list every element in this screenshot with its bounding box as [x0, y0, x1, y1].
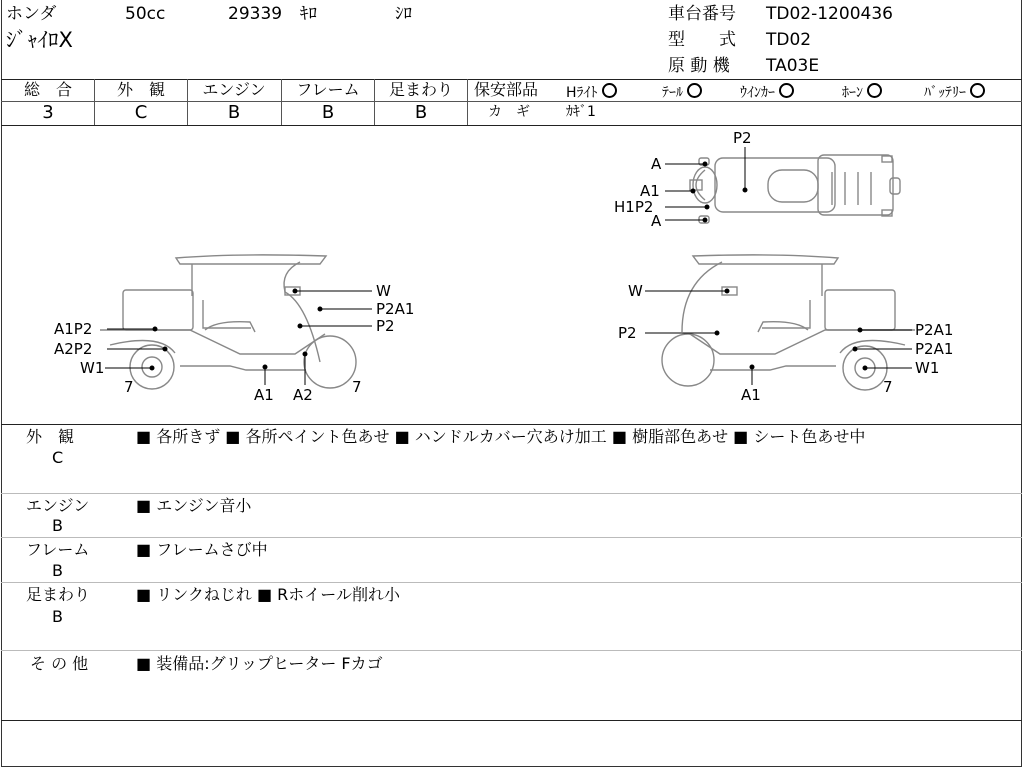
grade-header-engine: エンジン	[202, 80, 266, 99]
diagram-label: W	[376, 282, 391, 300]
diagram-label: P2A1	[915, 340, 954, 358]
color: ｼﾛ	[395, 4, 412, 24]
diagram-label: P2	[733, 129, 752, 147]
damage-diagram	[0, 126, 1022, 424]
diagram-label: A1P2	[54, 320, 93, 338]
section-grade: C	[52, 448, 64, 467]
section-notes: ■ エンジン音小	[136, 496, 252, 515]
grade-header-exterior: 外 観	[116, 80, 165, 99]
diagram-label: W1	[80, 359, 105, 377]
section-notes: ■ フレームさび中	[136, 540, 268, 559]
grade-total: 3	[42, 102, 54, 123]
diagram-label: P2A1	[376, 300, 415, 318]
safety-item-label: ﾃｰﾙ	[662, 85, 683, 101]
diagram-label: P2	[618, 324, 637, 342]
safety-item-label: ﾎｰﾝ	[842, 85, 863, 101]
diagram-label: W1	[915, 359, 940, 377]
safety-item-battery	[924, 83, 985, 100]
diagram-label: A2P2	[54, 340, 93, 358]
diagram-label: A	[651, 155, 662, 173]
key-label: カ ギ	[488, 104, 530, 120]
diagram-label: 7	[352, 378, 362, 396]
grade-suspension: B	[414, 102, 428, 123]
section-label: そ の 他	[30, 654, 89, 673]
grade-header-frame: フレーム	[296, 80, 360, 99]
divider	[467, 79, 468, 125]
safety-item-label: ﾊﾞｯﾃﾘｰ	[924, 85, 966, 101]
engine-code-label: 原 動 機	[668, 56, 730, 76]
mileage: 29339	[228, 4, 283, 24]
mileage-unit: ｷﾛ	[300, 4, 317, 24]
diagram-label: A1	[741, 386, 761, 404]
diagram-label: H1P2	[614, 198, 654, 216]
safety-item-tail	[662, 83, 702, 100]
section-label: フレーム	[26, 540, 90, 559]
grade-engine: B	[227, 102, 241, 123]
grade-header-total: 総 合	[23, 80, 72, 99]
key-value: ｶｷﾞ1	[566, 104, 596, 120]
scooter-left-view	[100, 255, 356, 389]
leader-lines	[105, 147, 912, 385]
divider	[1, 650, 1022, 651]
divider	[1, 720, 1022, 721]
model-code: TD02	[766, 30, 812, 50]
section-label: 外 観	[26, 427, 75, 446]
safety-item-label: Hﾗｲﾄ	[566, 85, 598, 101]
diagram-label: P2	[376, 317, 395, 335]
diagram-label: W	[628, 282, 643, 300]
diagram-label: A2	[293, 386, 313, 404]
divider	[468, 101, 1022, 102]
grade-exterior: C	[134, 102, 148, 123]
section-grade: B	[52, 561, 63, 580]
scooter-right-view	[662, 255, 915, 390]
safety-label: 保安部品	[474, 80, 539, 99]
ok-circle-icon	[687, 83, 702, 98]
safety-item-horn	[842, 83, 882, 100]
section-grade: B	[52, 516, 63, 535]
safety-item-winker	[740, 83, 794, 100]
section-notes: ■ リンクねじれ ■ Rホイール削れ小	[136, 585, 400, 604]
ok-circle-icon	[970, 83, 985, 98]
engine-code: TA03E	[766, 56, 820, 76]
divider	[1, 424, 1022, 425]
model-code-label: 型 式	[668, 30, 736, 50]
ok-circle-icon	[779, 83, 794, 98]
diagram-label: A	[651, 212, 662, 230]
ok-circle-icon	[867, 83, 882, 98]
scooter-top-view	[690, 155, 900, 223]
frame-no-label: 車台番号	[668, 4, 736, 24]
ok-circle-icon	[602, 83, 617, 98]
safety-item-headlight	[566, 83, 617, 100]
divider	[1, 493, 1022, 494]
grade-header-suspension: 足まわり	[388, 80, 453, 99]
frame-no: TD02-1200436	[766, 4, 893, 24]
diagram-label: A1	[254, 386, 274, 404]
diagram-label: P2A1	[915, 321, 954, 339]
model-name: ｼﾞｬｲﾛX	[6, 28, 73, 52]
section-grade: B	[52, 607, 63, 626]
section-label: 足まわり	[26, 585, 91, 604]
divider	[1, 582, 1022, 583]
divider	[1, 537, 1022, 538]
section-notes: ■ 装備品:グリップヒーター Fカゴ	[136, 654, 383, 673]
safety-item-label: ｳｲﾝｶｰ	[740, 85, 775, 101]
section-notes: ■ 各所きず ■ 各所ペイント色あせ ■ ハンドルカバー穴あけ加工 ■ 樹脂部色あせ ■ シート色あせ中	[136, 427, 866, 446]
maker: ホンダ	[6, 4, 57, 24]
grade-frame: B	[321, 102, 335, 123]
displacement: 50cc	[125, 4, 166, 24]
section-label: エンジン	[26, 496, 90, 515]
diagram-label: 7	[883, 378, 893, 396]
diagram-label: 7	[124, 378, 134, 396]
diagram-label: A1	[640, 182, 660, 200]
